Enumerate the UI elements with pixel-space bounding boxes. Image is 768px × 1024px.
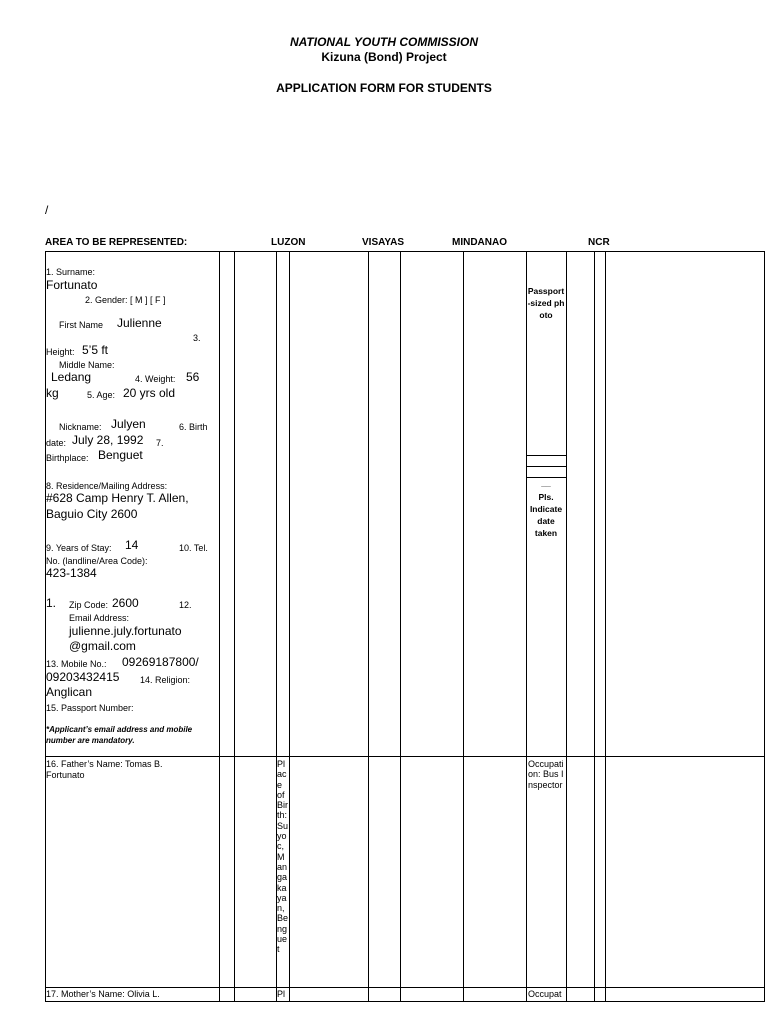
tel-label: 10. Tel. (179, 543, 208, 553)
nickname-label: Nickname: (59, 422, 102, 432)
height-number: 3. (193, 333, 201, 343)
area-option-visayas[interactable]: VISAYAS (362, 237, 405, 248)
mother-occupation[interactable]: Occupat (528, 989, 562, 999)
email-number: 12. (179, 600, 192, 610)
weight-value[interactable]: 56 (186, 370, 200, 384)
birthdate-label-2: date: (46, 438, 67, 448)
surname-value[interactable]: Fortunato (46, 278, 98, 292)
project-title: Kizuna (Bond) Project (321, 50, 447, 64)
zip-number: 1. (46, 596, 57, 610)
zip-value[interactable]: 2600 (112, 596, 139, 610)
father-name-value[interactable]: Fortunato (46, 770, 85, 780)
org-title: NATIONAL YOUTH COMMISSION (289, 35, 478, 49)
nickname-value[interactable]: Julyen (111, 417, 146, 431)
birthplace-number: 7. (156, 438, 164, 448)
mandatory-note: *Applicant’s email address and mobile number are mandatory. (46, 725, 193, 745)
years-value[interactable]: 14 (125, 538, 139, 552)
surname-label: 1. Surname: (46, 267, 96, 277)
form-title: APPLICATION FORM FOR STUDENTS (276, 81, 492, 95)
area-option-mindanao[interactable]: MINDANAO (452, 237, 507, 248)
father-birth-place[interactable]: Place of Birth: Suyoc, Mangakayan, Benguet (277, 759, 289, 955)
birthdate-label: 6. Birth (179, 422, 208, 432)
height-value[interactable]: 5’5 ft (82, 343, 109, 357)
middlename-value[interactable]: Ledang (51, 370, 92, 384)
religion-value[interactable]: Anglican (46, 685, 93, 699)
address-label: 8. Residence/Mailing Address: (46, 481, 168, 491)
years-label: 9. Years of Stay: (46, 543, 112, 553)
mobile-label: 13. Mobile No.: (46, 659, 107, 669)
tel-value[interactable]: 423-1384 (46, 566, 97, 580)
age-value[interactable]: 20 yrs old (123, 386, 176, 400)
mobile-line-1[interactable]: 09269187800/ (122, 655, 199, 669)
religion-label: 14. Religion: (140, 675, 191, 685)
area-label: AREA TO BE REPRESENTED: (45, 237, 188, 248)
father-occupation[interactable]: Occupation: Bus Inspector (528, 759, 564, 790)
firstname-label: First Name (59, 320, 104, 330)
email-label: Email Address: (69, 613, 130, 623)
email-line-2[interactable]: @gmail.com (69, 639, 136, 653)
birthplace-value[interactable]: Benguet (98, 448, 143, 462)
address-line-1[interactable]: #628 Camp Henry T. Allen, (46, 491, 189, 505)
height-label: Height: (46, 347, 75, 357)
gender-label[interactable]: 2. Gender: [ M ] [ F ] (85, 295, 166, 305)
mobile-line-2[interactable]: 09203432415 (46, 670, 120, 684)
middlename-label: Middle Name: (59, 360, 115, 370)
father-label: 16. Father’s Name: Tomas B. (46, 759, 163, 769)
firstname-value[interactable]: Julienne (117, 316, 162, 330)
area-option-luzon[interactable]: LUZON (271, 237, 306, 248)
area-option-ncr[interactable]: NCR (588, 237, 610, 248)
mother-label: 17. Mother’s Name: Olivia L. (46, 989, 160, 999)
weight-label: 4. Weight: (135, 374, 176, 384)
address-line-2[interactable]: Baguio City 2600 (46, 507, 138, 521)
passport-label: 15. Passport Number: (46, 703, 134, 713)
email-line-1[interactable]: julienne.july.fortunato (69, 624, 182, 638)
age-label: 5. Age: (87, 390, 116, 400)
birthdate-value[interactable]: July 28, 1992 (72, 433, 144, 447)
photo-label: Passport-sized photo (527, 286, 565, 320)
zip-label: Zip Code: (69, 600, 109, 610)
mother-birth-place[interactable]: Pl (277, 989, 286, 999)
slash-mark: / (45, 203, 49, 217)
photo-dash: __ (541, 478, 551, 488)
tel-label-2: No. (landline/Area Code): (46, 556, 148, 566)
weight-unit[interactable]: kg (46, 386, 59, 400)
birthplace-label: Birthplace: (46, 453, 89, 463)
photo-date-note: Pls. Indicate date taken (529, 492, 563, 538)
